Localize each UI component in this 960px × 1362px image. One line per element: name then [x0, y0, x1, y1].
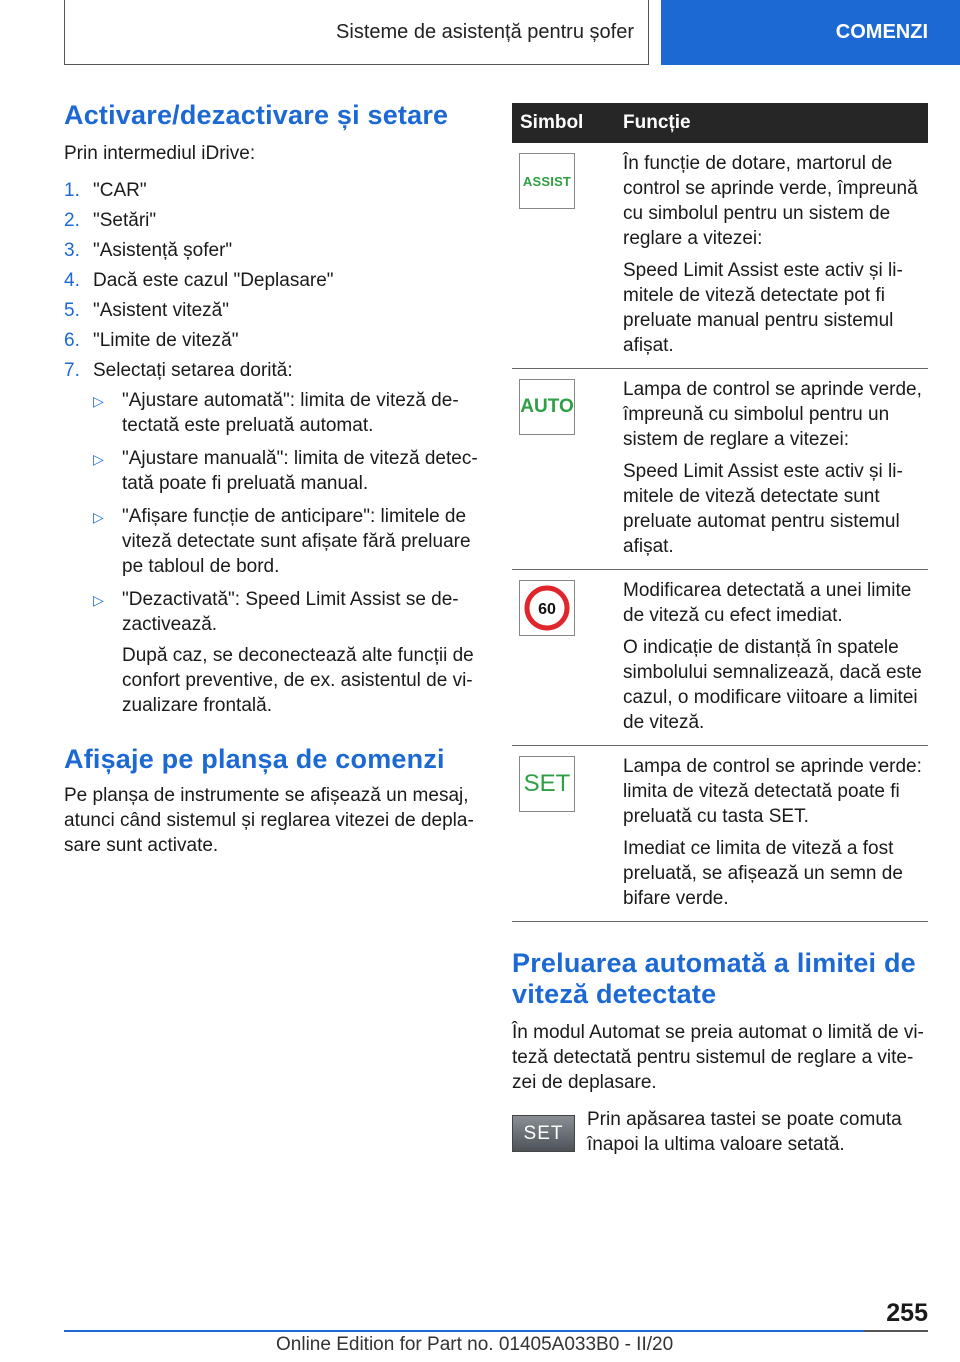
option-item: ▷ "Afișare funcție de anticipare": limitele de viteză detectate sunt afișate fără preluare pe tabloul de bord.	[93, 506, 471, 577]
table-row	[512, 369, 928, 570]
step-item: 4. Dacă este cazul "Deplasare"	[64, 270, 334, 291]
right-column	[512, 103, 928, 1157]
table-row	[512, 143, 928, 369]
step-item: 5. "Asistent viteză"	[64, 300, 229, 321]
table-header-row	[512, 103, 928, 143]
triangle-bullet-icon: ▷	[93, 393, 104, 409]
function-text: În funcție de dotare, martorul de control se aprinde verde, împreună cu simbolul pentru un sistem de reglare a vitezei:	[623, 153, 918, 249]
set-button-row	[512, 1107, 928, 1157]
header-section-box	[64, 0, 649, 65]
symbol-table	[512, 103, 928, 922]
page-number: 255	[886, 1299, 928, 1327]
function-text: O indicație de distanță în spatele simbolului semnalizează, dacă este cazul, o modificare viitoare a limitei de viteză.	[623, 637, 922, 733]
footer-edition: Online Edition for Part no. 01405A033B0 - II/20	[276, 1334, 674, 1355]
option-item: ▷ "Ajustare manuală": limita de viteză detec-tată poate fi preluată manual.	[93, 448, 478, 494]
speed-limit-value: 60	[538, 601, 556, 618]
function-text: Modificarea detectată a unei limite de viteză cu efect imediat.	[623, 580, 912, 626]
footer-rule-end	[864, 1330, 928, 1332]
option-note: După caz, se deconectează alte funcții de confort preventive, de ex. asistentul de vi-zualizare frontală.	[122, 645, 474, 716]
function-text: Imediat ce limita de viteză a fost preluată, se afișează un semn de bifare verde.	[623, 838, 903, 909]
function-text: Lampa de control se aprinde verde, împreună cu simbolul pentru un sistem de reglare a vitezei:	[623, 379, 922, 450]
intro-text: Prin intermediul iDrive:	[64, 143, 256, 164]
function-text: Speed Limit Assist este activ și li-mitele de viteză detectate sunt preluate automat pentru sistemul afișat.	[623, 461, 903, 557]
function-text: Lampa de control se aprinde verde: limita de viteză detectată poate fi preluată cu tasta SET.	[623, 756, 922, 827]
auto-icon: AUTO	[519, 379, 575, 435]
speed-limit-sign-icon	[519, 580, 575, 636]
triangle-bullet-icon: ▷	[93, 592, 104, 608]
heading-activation: Activare/dezactivare și setare	[64, 100, 449, 130]
table-row	[512, 746, 928, 922]
option-item: ▷ "Dezactivată": Speed Limit Assist se de-zactivează.	[93, 589, 459, 635]
step-item: 1. "CAR"	[64, 180, 147, 201]
triangle-bullet-icon: ▷	[93, 451, 104, 467]
options-list	[93, 388, 480, 637]
heading-displays: Afișaje pe planșa de comenzi	[64, 744, 445, 774]
step-item: 2. "Setări"	[64, 210, 157, 231]
header-chapter-title: COMENZI	[835, 21, 928, 43]
displays-text: Pe planșa de instrumente se afișează un mesaj, atunci când sistemul și reglarea vitezei de depla-sare sunt activate.	[64, 785, 474, 856]
set-button-icon: SET	[512, 1115, 575, 1152]
steps-list	[64, 178, 480, 383]
assist-icon: ASSIST	[519, 153, 575, 209]
set-button-text: Prin apăsarea tastei se poate comuta înapoi la ultima valoare setată.	[587, 1109, 902, 1155]
footer-rule	[64, 1330, 864, 1332]
table-row	[512, 570, 928, 746]
left-column	[64, 100, 480, 858]
table-header-symbol: Simbol	[512, 103, 623, 143]
header-chapter-tab[interactable]	[661, 0, 960, 65]
header-section-title: Sisteme de asistență pentru șofer	[336, 20, 634, 43]
set-indicator-icon: SET	[519, 756, 575, 812]
step-item: 6. "Limite de viteză"	[64, 330, 239, 351]
step-item: 3. "Asistență șofer"	[64, 240, 233, 261]
auto-takeover-text: În modul Automat se preia automat o limită de vi-teză detectată pentru sistemul de reglare a vite-zei de deplasare.	[512, 1022, 924, 1093]
option-item: ▷ "Ajustare automată": limita de viteză de-tectată este preluată automat.	[93, 390, 459, 436]
triangle-bullet-icon: ▷	[93, 509, 104, 525]
heading-auto-takeover: Preluarea automată a limitei de viteză detectate	[512, 948, 916, 1009]
step-item: 7. Selectați setarea dorită:	[64, 360, 293, 381]
table-header-function: Funcție	[623, 103, 928, 143]
function-text: Speed Limit Assist este activ și li-mitele de viteză detectate pot fi preluate manual pentru sistemul afișat.	[623, 260, 903, 356]
